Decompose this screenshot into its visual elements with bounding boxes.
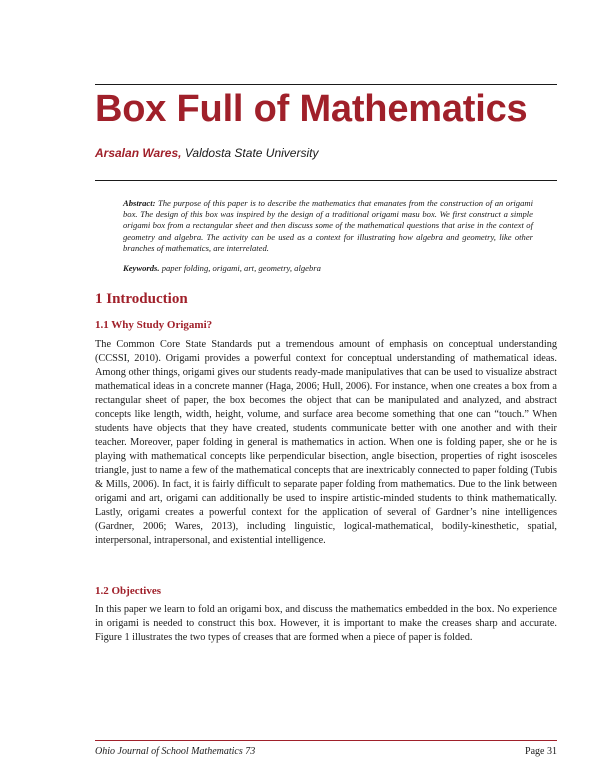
abstract-text: The purpose of this paper is to describe the mathematics that emanates from the construction of an origami box. The design of this box was inspired by the design of a traditional origami masu box. We first construct a simple origami box from a rectangular sheet and then discuss some of the mathematical questions that arise in the context of geometry and algebra. The activity can be used as a context for illustrating how algebra and geometry, like other branches of mathematics, are interrelated. bbox=[123, 198, 533, 253]
keywords-label: Keywords. bbox=[123, 263, 160, 273]
subsection-heading-objectives: 1.2 Objectives bbox=[95, 585, 161, 597]
top-rule bbox=[95, 84, 557, 85]
author-line bbox=[95, 146, 318, 160]
keywords bbox=[123, 263, 533, 274]
footer-rule bbox=[95, 740, 557, 741]
author-name: Arsalan Wares, bbox=[95, 146, 182, 160]
subsection-heading-why-origami: 1.1 Why Study Origami? bbox=[95, 319, 213, 331]
footer-page-number: Page 31 bbox=[525, 746, 557, 757]
section-heading-introduction: 1 Introduction bbox=[95, 291, 188, 307]
footer-journal: Ohio Journal of School Mathematics 73 bbox=[95, 746, 256, 757]
author-affiliation: Valdosta State University bbox=[184, 146, 319, 160]
abstract-label: Abstract: bbox=[123, 198, 156, 208]
paper-title: Box Full of Mathematics bbox=[95, 88, 528, 130]
abstract bbox=[123, 198, 533, 254]
header-rule bbox=[95, 180, 557, 181]
keywords-text: paper folding, origami, art, geometry, algebra bbox=[161, 263, 321, 273]
paragraph-why-origami: The Common Core State Standards put a tremendous amount of emphasis on conceptual understanding (CCSSI, 2010). Origami provides a powerful context for conceptual understanding of mathematical ideas. Among other things, origami gives our students ready-made manipulatives that can be used to visualize abstract mathematical ideas in a concrete manner (Haga, 2006; Hull, 2006). For instance, when one creates a box from a rectangular sheet of paper, the box becomes the object that can be manipulated and analyzed, and abstract concepts like length, width, height, volume, and surface area become something that one can “touch.” When students have objects that they have created, students communicate better with one another and with their teacher. Moreover, paper folding in general is mathematics in action. When one is folding paper, she or he is playing with mathematical concepts like perpendicular bisection, angle bisection, properties of right isosceles triangle, just to name a few of the mathematical concepts that are inextricably connected to paper folding (Tubis & Mills, 2006). In fact, it is fairly difficult to separate paper folding from mathematics. Due to the link between origami and art, origami can additionally be used to inspire artistic-minded students to think mathematically. Lastly, origami creates a powerful context for the application of several of Gardner’s nine intelligences (Gardner, 2006; Wares, 2013), including linguistic, logical-mathematical, bodily-kinesthetic, spatial, interpersonal, intrapersonal, and existential intelligence. bbox=[95, 339, 557, 546]
paragraph-objectives: In this paper we learn to fold an origami box, and discuss the mathematics embedded in the box. No experience in origami is needed to construct this box. However, it is important to make the creases sharp and accurate. Figure 1 illustrates the two types of creases that are formed when a piece of paper is folded. bbox=[95, 604, 557, 643]
